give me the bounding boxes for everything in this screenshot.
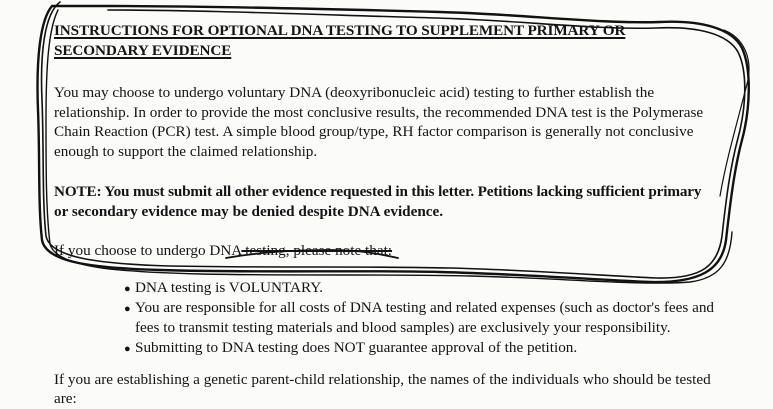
section-heading-line-1: INSTRUCTIONS FOR OPTIONAL DNA TESTING TO SUPPLEMENT PRIMARY OR bbox=[54, 22, 626, 39]
bullet-3-line-1: Submitting to DNA testing does NOT guarantee approval of the petition. bbox=[135, 339, 578, 356]
intro-line-4: enough to support the claimed relationship. bbox=[54, 143, 318, 160]
intro-line-3: Chain Reaction (PCR) test. A simple blood group/type, RH factor comparison is generally not conclusive bbox=[54, 123, 694, 140]
bullet-1-line-1: DNA testing is VOLUNTARY. bbox=[135, 279, 324, 296]
section-heading-line-2: SECONDARY EVIDENCE bbox=[54, 42, 232, 59]
choose-line bbox=[54, 241, 392, 261]
bullet-2-line-2: fees to transmit testing materials and blood samples) are exclusively your responsibility. bbox=[135, 319, 671, 336]
bullet-dot-1: ● bbox=[124, 283, 131, 295]
bullet-dot-3: ● bbox=[124, 343, 131, 355]
genetic-line-2: are: bbox=[54, 390, 77, 407]
choose-line-part-1: If you choose to undergo DNA bbox=[54, 242, 242, 259]
bullet-dot-2: ● bbox=[124, 303, 131, 315]
genetic-line-1: If you are establishing a genetic parent-child relationship, the names of the individuals who should be tested bbox=[54, 371, 711, 388]
choose-line-part-2: testing, please note that: bbox=[241, 242, 393, 259]
note-line-1: NOTE: You must submit all other evidence requested in this letter. Petitions lacking sufficient primary bbox=[54, 183, 702, 200]
intro-line-2: relationship. In order to provide the most conclusive results, the recommended DNA test is the Polymerase bbox=[54, 104, 704, 121]
intro-line-1: You may choose to undergo voluntary DNA (deoxyribonucleic acid) testing to further establish the bbox=[54, 84, 655, 101]
note-line-2: or secondary evidence may be denied despite DNA evidence. bbox=[54, 203, 444, 220]
bullet-2-line-1: You are responsible for all costs of DNA testing and related expenses (such as doctor's fees and bbox=[135, 299, 715, 316]
